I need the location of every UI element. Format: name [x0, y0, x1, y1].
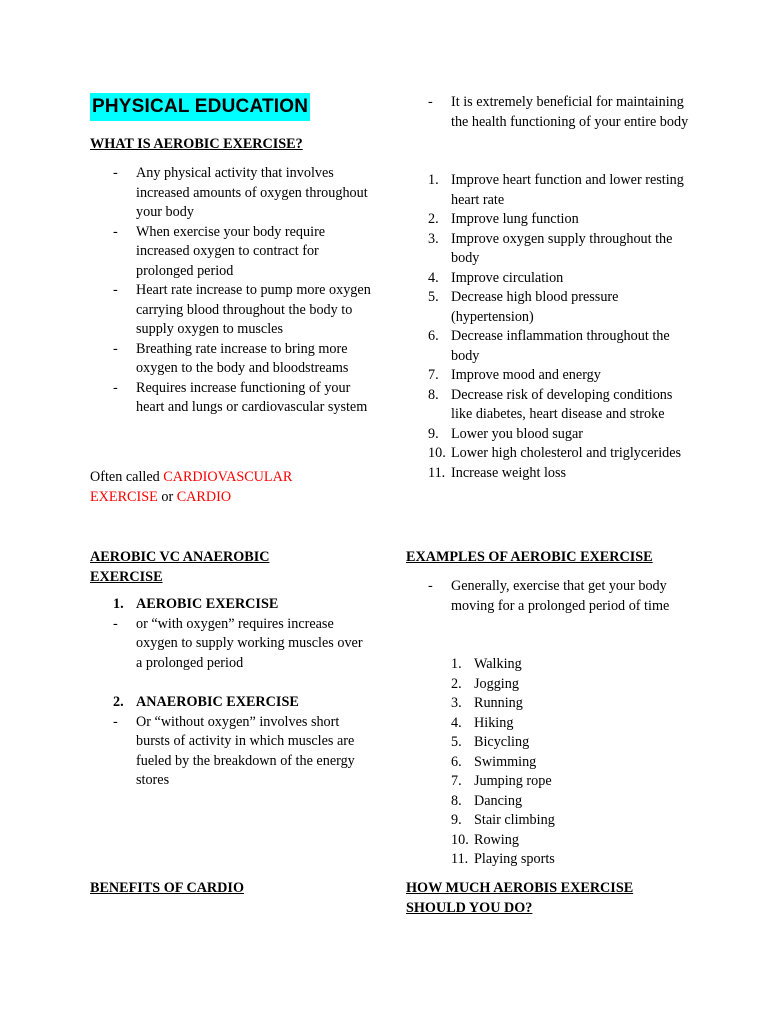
list-number: 9.	[428, 425, 439, 442]
subheading-label: ANAEROBIC EXERCISE	[136, 694, 299, 710]
subheading-anaerobic-exercise	[113, 693, 368, 713]
list-item	[428, 230, 690, 269]
often-called-middle: or	[157, 488, 177, 505]
list-item	[451, 753, 651, 773]
heading-aerobic-vs-anaerobic: AEROBIC VC ANAEROBIC EXERCISE	[90, 549, 270, 585]
list-item: - Generally, exercise that get your body moving for a prolonged period of time	[428, 577, 683, 616]
list-item-text: Improve mood and energy	[451, 367, 601, 383]
aerobic-definition-list	[113, 164, 371, 418]
list-item	[451, 714, 651, 734]
list-number: 2.	[428, 211, 439, 227]
list-item	[428, 327, 690, 366]
subheading-aerobic-exercise	[113, 595, 368, 615]
aerobic-exercise-section	[113, 595, 368, 673]
list-number: 7.	[428, 367, 439, 383]
list-number: 1.	[428, 172, 439, 188]
list-item-text: Improve lung function	[451, 211, 579, 227]
list-number: 11.	[428, 464, 446, 481]
examples-intro	[428, 577, 683, 616]
benefit-intro	[428, 93, 690, 132]
list-item-text: Rowing	[474, 831, 519, 848]
list-item-text: Swimming	[474, 753, 537, 770]
list-item	[428, 444, 690, 464]
list-item-text: Improve heart function and lower resting heart rate	[451, 172, 684, 208]
heading-benefits-of-cardio: BENEFITS OF CARDIO	[90, 880, 244, 896]
list-number: 3.	[428, 230, 439, 247]
list-number: 8.	[428, 386, 439, 403]
list-item-text: Improve oxygen supply throughout the body	[451, 230, 673, 266]
list-item: - Any physical activity that involves increased amounts of oxygen throughout your body	[113, 164, 371, 223]
list-number: 1.	[451, 656, 462, 672]
list-item-text: Lower high cholesterol and triglycerides	[451, 445, 682, 461]
anaerobic-exercise-section	[113, 693, 368, 791]
list-item	[451, 831, 651, 851]
list-item-text: Decrease risk of developing conditions like diabetes, heart disease and stroke	[451, 386, 673, 422]
list-number: 8.	[451, 792, 462, 809]
list-item: - or “with oxygen” requires increase oxygen to supply working muscles over a prolonged period	[113, 615, 368, 674]
list-item-text: Dancing	[474, 792, 523, 809]
heading-how-much-aerobic-exercise: HOW MUCH AEROBIS EXERCISE SHOULD YOU DO?	[406, 880, 634, 916]
list-item	[428, 386, 690, 425]
list-item	[428, 425, 690, 445]
list-number: 6.	[428, 328, 439, 344]
list-item	[451, 675, 651, 695]
term-cardio: CARDIO	[176, 488, 232, 505]
subheading-label: AEROBIC EXERCISE	[136, 596, 279, 612]
list-number: 5.	[451, 734, 462, 750]
often-called-prefix: Often called	[90, 469, 164, 485]
list-item: - Heart rate increase to pump more oxygen carrying blood throughout the body to supply oxygen to muscles	[113, 281, 371, 340]
list-number: 10.	[428, 445, 446, 461]
heading-examples-of-aerobic-exercise: EXAMPLES OF AEROBIC EXERCISE	[406, 549, 653, 565]
list-number: 4.	[428, 269, 439, 286]
list-item	[451, 655, 651, 675]
list-number: 9.	[451, 812, 462, 828]
list-item-text: Running	[474, 695, 523, 711]
list-item: - It is extremely beneficial for maintaining the health functioning of your entire body	[428, 93, 690, 132]
list-item	[428, 210, 690, 230]
list-item	[428, 269, 690, 289]
page-title: PHYSICAL EDUCATION	[90, 93, 310, 121]
list-item	[451, 733, 651, 753]
list-item-text: Decrease inflammation throughout the body	[451, 328, 670, 364]
often-called-text	[90, 468, 330, 507]
list-item-text: Improve circulation	[451, 269, 564, 286]
subheading-number: 1.	[113, 596, 124, 612]
list-item	[428, 171, 690, 210]
list-number: 3.	[451, 695, 462, 711]
list-item-text: Jumping rope	[474, 773, 552, 789]
list-item-text: Stair climbing	[474, 812, 555, 828]
term-cardiovascular-exercise: CARDIOVASCULAR EXERCISE	[90, 469, 293, 505]
list-item	[451, 694, 651, 714]
subheading-number: 2.	[113, 694, 124, 710]
list-item-text: Walking	[474, 656, 522, 672]
list-item-text: Decrease high blood pressure (hypertension)	[451, 289, 619, 325]
list-item-text: Jogging	[474, 675, 519, 692]
list-number: 10.	[451, 831, 469, 848]
list-item: - Requires increase functioning of your heart and lungs or cardiovascular system	[113, 379, 371, 418]
benefits-list	[428, 171, 690, 483]
list-item	[451, 811, 651, 831]
list-item-text: Increase weight loss	[451, 464, 567, 481]
list-item	[428, 464, 690, 484]
list-item-text: Lower you blood sugar	[451, 425, 583, 442]
examples-list	[451, 655, 651, 870]
list-item	[451, 772, 651, 792]
list-item: - When exercise your body require increased oxygen to contract for prolonged period	[113, 223, 371, 282]
list-item: - Or “without oxygen” involves short bursts of activity in which muscles are fueled by the breakdown of the energy stores	[113, 713, 368, 791]
list-number: 5.	[428, 289, 439, 305]
list-number: 6.	[451, 753, 462, 770]
list-item	[451, 850, 651, 870]
list-number: 4.	[451, 714, 462, 731]
list-number: 11.	[451, 851, 469, 867]
list-item-text: Playing sports	[474, 851, 555, 867]
heading-what-is-aerobic: WHAT IS AEROBIC EXERCISE?	[90, 136, 303, 152]
list-item	[428, 288, 690, 327]
list-item-text: Bicycling	[474, 734, 530, 750]
list-number: 7.	[451, 773, 462, 789]
list-item-text: Hiking	[474, 714, 514, 731]
list-number: 2.	[451, 675, 462, 692]
list-item: - Breathing rate increase to bring more oxygen to the body and bloodstreams	[113, 340, 371, 379]
list-item	[428, 366, 690, 386]
list-item	[451, 792, 651, 812]
